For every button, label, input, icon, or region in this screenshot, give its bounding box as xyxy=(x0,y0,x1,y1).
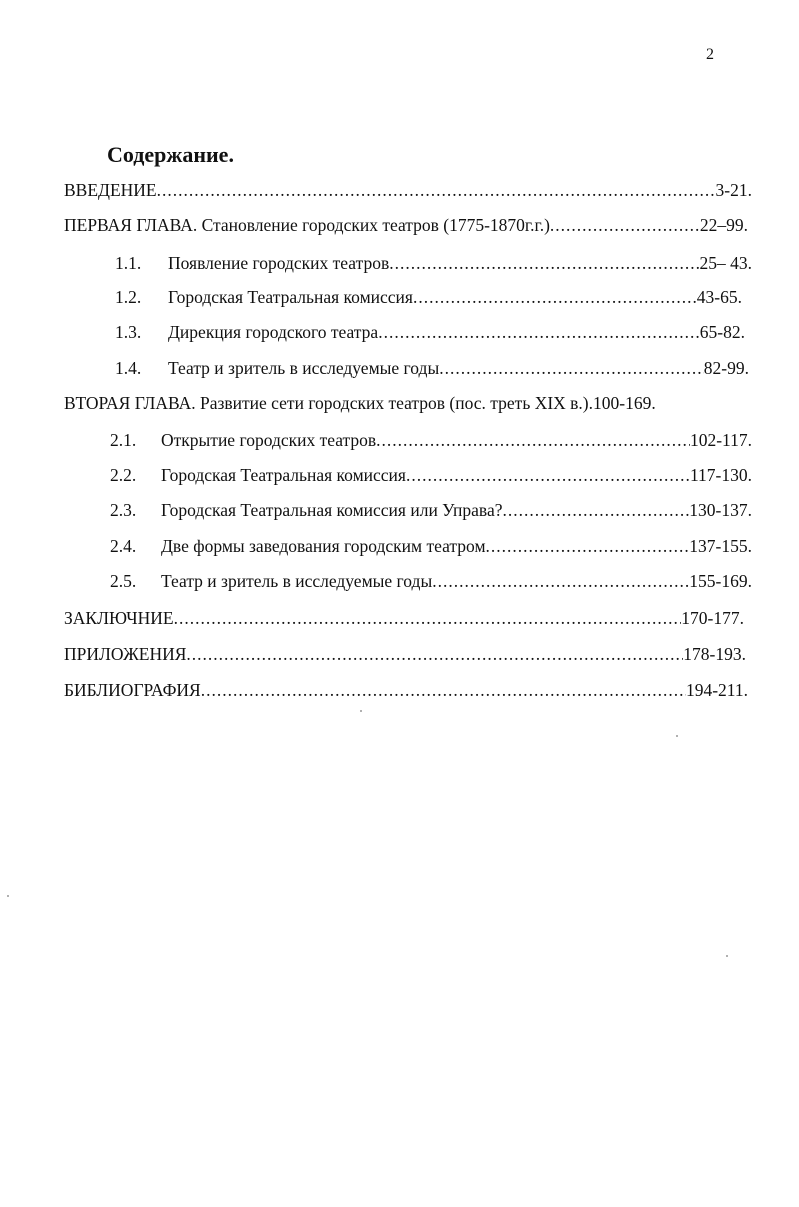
toc-entry-pages: 117-130. xyxy=(689,465,752,485)
toc-entry-bibliography xyxy=(64,678,748,702)
toc-entry-1-3 xyxy=(115,320,745,344)
toc-entry-text: Дирекция городского театра xyxy=(168,322,379,342)
toc-entry-conclusion xyxy=(64,606,744,630)
toc-entry-text: Появление городских театров xyxy=(168,253,390,273)
toc-entry-pages: 178-193. xyxy=(683,644,746,664)
toc-entry-number: 1.1. xyxy=(115,253,142,273)
toc-entry-number: 1.3. xyxy=(115,322,142,342)
toc-entry-text: Театр и зритель в исследуемые годы xyxy=(168,358,440,378)
toc-leader-dots xyxy=(413,285,697,309)
toc-entry-text: БИБЛИОГРАФИЯ xyxy=(64,680,201,700)
toc-entry-pages: 100-169. xyxy=(593,393,656,413)
toc-leader-dots xyxy=(550,213,700,237)
scan-speck xyxy=(7,895,9,897)
toc-entry-pages: 170-177. xyxy=(681,608,744,628)
toc-entry-text: Две формы заведования городским театром xyxy=(161,536,486,556)
toc-leader-dots xyxy=(389,251,699,275)
toc-entry-text: Городская Театральная комиссия xyxy=(168,287,413,307)
toc-leader-dots xyxy=(502,498,689,522)
toc-leader-dots xyxy=(201,678,686,702)
toc-entry-1-1 xyxy=(115,251,752,275)
toc-entry-text: ЗАКЛЮЧНИЕ xyxy=(64,608,174,628)
toc-leader-dots xyxy=(406,463,690,487)
toc-entry-pages: 25– 43. xyxy=(699,253,752,273)
toc-entry-pages: 137-155. xyxy=(689,536,752,556)
toc-leader-dots xyxy=(378,320,700,344)
toc-entry-number: 2.2. xyxy=(110,465,137,485)
toc-entry-number: 2.5. xyxy=(110,571,137,591)
toc-entry-text: Городская Театральная комиссия или Управа? xyxy=(161,500,503,520)
toc-leader-dots xyxy=(157,178,716,202)
toc-entry-text: ПЕРВАЯ ГЛАВА. Становление городских театров (1775-1870г.г.) xyxy=(64,215,550,235)
scan-speck xyxy=(726,955,728,957)
page-number: 2 xyxy=(706,46,714,63)
toc-entry-pages: 130-137. xyxy=(689,500,752,520)
toc-leader-dots xyxy=(432,569,689,593)
toc-entry-text: Городская Театральная комиссия xyxy=(161,465,406,485)
toc-entry-introduction xyxy=(64,178,752,202)
toc-entry-pages: 22–99. xyxy=(699,215,748,235)
page-title: Содержание. xyxy=(107,142,234,167)
toc-entry-2-3 xyxy=(110,498,752,522)
toc-entry-1-2 xyxy=(115,285,742,309)
toc-entry-pages: 3-21. xyxy=(715,180,752,200)
toc-entry-text: Театр и зритель в исследуемые годы xyxy=(161,571,433,591)
toc-entry-2-2 xyxy=(110,463,752,487)
toc-entry-number: 2.1. xyxy=(110,430,137,450)
toc-entry-text: ВТОРАЯ ГЛАВА. Развитие сети городских театров (пос. треть XIX в.). xyxy=(64,393,594,413)
toc-entry-pages: 43-65. xyxy=(696,287,742,307)
toc-entry-pages: 102-117. xyxy=(689,430,752,450)
toc-entry-number: 2.4. xyxy=(110,536,137,556)
toc-leader-dots xyxy=(174,606,682,630)
scan-speck xyxy=(676,735,678,737)
toc-entry-pages: 65-82. xyxy=(699,322,745,342)
toc-leader-dots xyxy=(486,534,690,558)
toc-entry-pages: 155-169. xyxy=(689,571,752,591)
toc-entry-appendices xyxy=(64,642,746,666)
toc-entry-number: 1.2. xyxy=(115,287,142,307)
toc-entry-number: 1.4. xyxy=(115,358,142,378)
toc-entry-chapter-1 xyxy=(64,213,748,237)
toc-leader-dots xyxy=(439,356,704,380)
toc-entry-2-1 xyxy=(110,428,752,452)
toc-entry-pages: 194-211. xyxy=(685,680,748,700)
toc-entry-number: 2.3. xyxy=(110,500,137,520)
toc-entry-2-4 xyxy=(110,534,752,558)
toc-entry-text: Открытие городских театров xyxy=(161,430,377,450)
toc-leader-dots xyxy=(186,642,683,666)
toc-entry-text: ПРИЛОЖЕНИЯ xyxy=(64,644,187,664)
toc-entry-chapter-2 xyxy=(64,391,754,415)
scan-speck xyxy=(360,710,362,712)
toc-entry-2-5 xyxy=(110,569,752,593)
toc-entry-1-4 xyxy=(115,356,749,380)
toc-entry-pages: 82-99. xyxy=(703,358,749,378)
toc-entry-text: ВВЕДЕНИЕ xyxy=(64,180,157,200)
toc-leader-dots xyxy=(376,428,690,452)
